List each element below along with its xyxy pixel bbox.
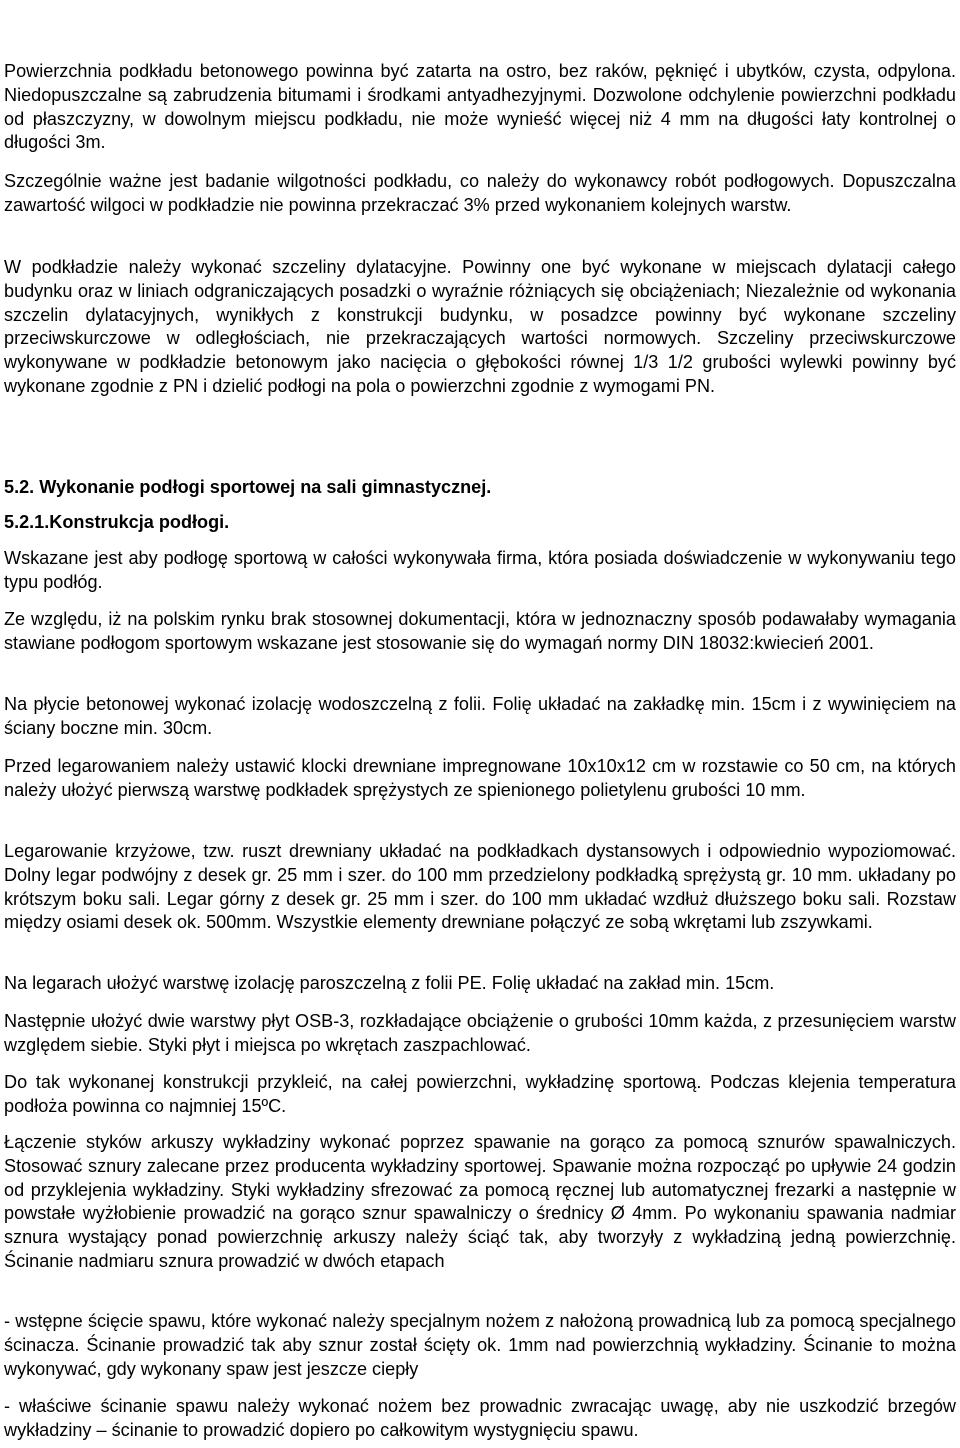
paragraph-waterproofing-foil: Na płycie betonowej wykonać izolację wodoszczelną z folii. Folię układać na zakładkę min. 15cm i z wywinięciem na ściany boczne min. 30cm. <box>4 694 956 738</box>
paragraph-osb-boards: Następnie ułożyć dwie warstwy płyt OSB-3, rozkładające obciążenie o grubości 10mm każda, z przesunięciem warstw względem siebie. Styki płyt i miejsca po wkrętach zaszpachlować. <box>4 1011 956 1055</box>
paragraph-contractor: Wskazane jest aby podłogę sportową w całości wykonywała firma, która posiada doświadczenie w wykonywaniu tego typu podłóg. <box>4 548 956 592</box>
paragraph-timber-grid: Legarowanie krzyżowe, tzw. ruszt drewniany układać na podkładkach dystansowych i odpowiednio wypoziomować. Dolny legar podwójny z desek gr. 25 mm i szer. do 100 mm przedzielony podkładką sprężystą gr. 10 mm. układany po krótszym boku sali. Legar górny z desek gr. 25 mm i szer. do 100 mm układać wzdłuż dłuższego boku sali. Rozstaw między osiami desek ok. 500mm. Wszystkie elementy drewniane połączyć ze sobą wkrętami lub zszywkami. <box>4 841 956 933</box>
paragraph-din-norm: Ze względu, iż na polskim rynku brak stosownej dokumentacji, która w jednoznaczny sposób podawałaby wymagania stawiane podłogom sportowym wskazane jest stosowanie się do wymagań normy DIN 18032:kwiecień 2001. <box>4 609 956 653</box>
paragraph-final-trimming: - właściwe ścinanie spawu należy wykonać nożem bez prowadnic zwracając uwagę, aby nie uszkodzić brzegów wykładziny – ścinanie to prowadzić dopiero po całkowitym wystygnięciu spawu. <box>4 1396 956 1440</box>
paragraph-vapour-barrier: Na legarach ułożyć warstwę izolację paroszczelną z folii PE. Folię układać na zakład min. 15cm. <box>4 973 775 993</box>
paragraph-expansion-joints: W podkładzie należy wykonać szczeliny dylatacyjne. Powinny one być wykonane w miejscach dylatacji całego budynku oraz w liniach odgraniczających posadzki o wyraźnie różniących się obciążeniach; Niezależnie od wykonania szczelin dylatacyjnych, wynikłych z konstrukcji budynku, w posadzce powinny być wykonane szczeliny przeciwskurczowe w odległościach, nie przekraczających wartości normowych. Szczeliny przeciwskurczowe wykonywane w podkładzie betonowym jako nacięcia o głębokości równej 1/3 1/2 grubości wylewki powinny być wykonane zgodnie z PN i dzielić podłogi na pola o powierzchni zgodnie z wymogami PN. <box>4 257 956 396</box>
paragraph-surface-preparation: Powierzchnia podkładu betonowego powinna być zatarta na ostro, bez raków, pęknięć i ubytków, czysta, odpylona. Niedopuszczalne są zabrudzenia bitumami i środkami antyadhezyjnymi. Dozwolone odchylenie powierzchni podkładu od płaszczyzny, w dowolnym miejscu podkładu, nie może wynieść więcej niż 4 mm na długości łaty kontrolnej o długości 3m. <box>4 61 956 153</box>
paragraph-moisture-testing: Szczególnie ważne jest badanie wilgotności podkładu, co należy do wykonawcy robót podłogowych. Dopuszczalna zawartość wilgoci w podkładzie nie powinna przekraczać 3% przed wykonaniem kolejnych warstw. <box>4 171 956 215</box>
subsection-heading: 5.2.1.Konstrukcja podłogi. <box>4 512 230 532</box>
paragraph-wooden-blocks: Przed legarowaniem należy ustawić klocki drewniane impregnowane 10x10x12 cm w rozstawie co 50 cm, na których należy ułożyć pierwszą warstwę podkładek sprężystych ze spienionego polietylenu grubości 10 mm. <box>4 756 956 800</box>
paragraph-gluing: Do tak wykonanej konstrukcji przykleić, na całej powierzchni, wykładzinę sportową. Podczas klejenia temperatura podłoża powinna co najmniej 15ºC. <box>4 1072 956 1116</box>
document-page <box>4 0 956 1448</box>
section-heading: 5.2. Wykonanie podłogi sportowej na sali gimnastycznej. <box>4 477 492 497</box>
paragraph-pre-trimming: - wstępne ścięcie spawu, które wykonać należy specjalnym nożem z nałożoną prowadnicą lub za pomocą specjalnego ścinacza. Ścinanie prowadzić tak aby sznur został ścięty ok. 1mm nad powierzchnią wykładziny. Ścinanie to można wykonywać, gdy wykonany spaw jest jeszcze ciepły <box>4 1311 956 1379</box>
paragraph-seam-welding: Łączenie styków arkuszy wykładziny wykonać poprzez spawanie na gorąco za pomocą sznurów spawalniczych. Stosować sznury zalecane przez producenta wykładziny sportowej. Spawanie można rozpocząć po upływie 24 godzin od przyklejenia wykładziny. Styki wykładziny sfrezować za pomocą ręcznej lub automatycznej frezarki a następnie w powstałe wyżłobienie prowadzić na gorąco sznur spawalniczy o średnicy Ø 4mm. Po wykonaniu spawania nadmiar sznura wystający ponad powierzchnię arkuszy należy ściąć tak, aby tworzyły z wykładziną jedną powierzchnię. Ścinanie nadmiaru sznura prowadzić w dwóch etapach <box>4 1132 956 1271</box>
